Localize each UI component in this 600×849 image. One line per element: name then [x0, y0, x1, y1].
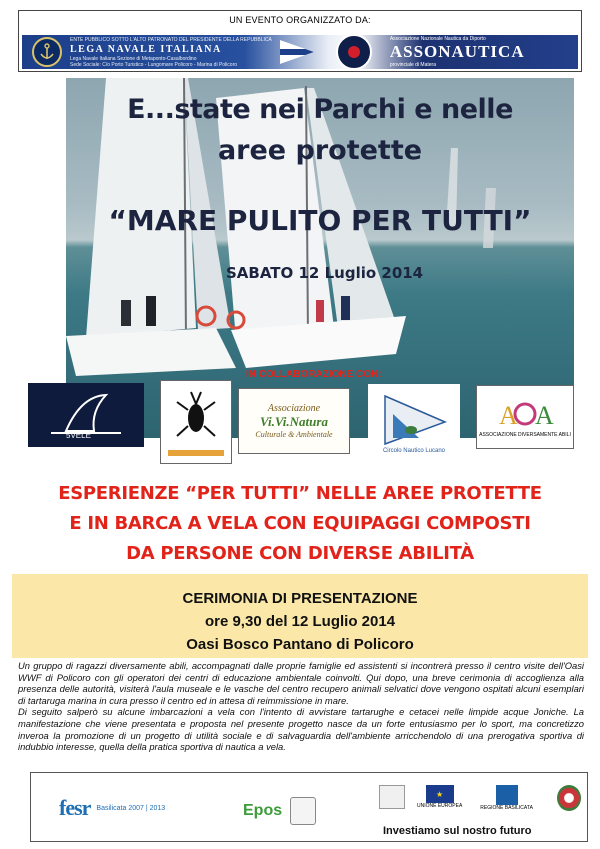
region-seal-icon — [290, 797, 316, 825]
assonautica-seal-icon — [336, 34, 372, 70]
lega-navale-patronage: ENTE PUBBLICO SOTTO L'ALTO PATRONATO DEL PRESIDENTE DELLA REPUBBLICA — [70, 36, 272, 43]
eu-flag-icon: ★ — [426, 785, 454, 803]
ada-logo — [476, 385, 574, 449]
lega-navale-detail-1: Lega Navale Italiana Sezione di Metaponto-Casalbordino — [70, 55, 197, 62]
vivinatura-line-3: Culturale & Ambientale — [255, 430, 333, 439]
ceremony-title: CERIMONIA DI PRESENTAZIONE — [182, 590, 418, 607]
headline-line-2: E IN BARCA A VELA CON EQUIPAGGI COMPOSTI — [69, 513, 531, 534]
five-vele-sail-icon — [36, 391, 136, 439]
svg-text:A: A — [535, 401, 554, 430]
pennant-flag-icon — [280, 40, 314, 64]
headline-line-3: DA PERSONE CON DIVERSE ABILITÀ — [126, 543, 474, 564]
svg-text:5VELE: 5VELE — [66, 431, 91, 439]
five-vele-logo — [28, 383, 144, 447]
ceremony-time: ore 9,30 del 12 Luglio 2014 — [204, 613, 396, 630]
ceremony-place: Oasi Bosco Pantano di Policoro — [186, 636, 414, 653]
ada-letters-icon — [495, 396, 555, 432]
circolo-nautico-logo — [368, 384, 460, 462]
wwf-policoro-logo — [160, 380, 232, 464]
organizers-box — [18, 10, 582, 72]
epos-wordmark: Epos — [243, 802, 283, 819]
description-paragraph-1: Un gruppo di ragazzi diversamente abili, accompagnati dalle proprie famiglie ed assistenti si incontrerà presso il centro visite dell'Oasi WWF di Policoro con gli operatori dei centri di educazione ambientale coinvolti. Qui dopo, una breve cerimonia di accoglienza alla presenza delle autorità, visiterà l'aula museale e le vasche del centro recupero animali selvatici dove vengono ospitati alcuni esemplari di tartaruga marina in cura presso il centro ed in attesa di reimmissione in mare. — [18, 660, 584, 706]
funding-footer — [30, 772, 588, 842]
hero-slogan: “MARE PULITO PER TUTTI” — [108, 204, 532, 237]
vivinatura-line-2: Vi.Vi.Natura — [260, 414, 328, 429]
region-emblem-icon — [496, 785, 518, 805]
region-label: REGIONE BASILICATA — [480, 805, 533, 811]
region-logo — [462, 785, 533, 811]
ada-label: ASSOCIAZIONE DIVERSAMENTE ABILI — [479, 432, 571, 438]
lega-navale-detail-2: Sede Sociale: C/o Porto Turistico - Lungomare Policoro - Marina di Policoro — [70, 61, 238, 68]
headline-line-1: ESPERIENZE “PER TUTTI” NELLE AREE PROTETTE — [58, 483, 542, 504]
event-date: SABATO 12 Luglio 2014 — [226, 264, 424, 282]
eu-logo — [405, 785, 462, 809]
assonautica-name: ASSONAUTICA — [389, 42, 525, 61]
assonautica-tagline: Associazione Nazionale Nautica da Diporto — [389, 36, 486, 42]
fesr-logo — [59, 795, 165, 821]
institutional-logos — [379, 785, 581, 811]
wwf-ribbon — [168, 450, 224, 456]
svg-text:A: A — [499, 401, 518, 430]
eu-label: UNIONE EUROPEA — [417, 803, 463, 809]
fesr-wordmark: fesr — [59, 795, 91, 820]
description-paragraph-2: Di seguito salperò su alcune imbarcazioni a vela con l'intento di avvistare tartarughe e cetacei nelle limpide acque Joniche. La manifestazione che viene presentata e proposta nel presente progetto nasce da un forte entusiasmo per lo sport, ma concretizzo inveroa la promozione di un progetto di utilità sociale e di salvaguardia dell'ambiente arricchendolo di una prerogativa sportiva di indubbio interesse, quella della pratica sportiva di nautica a vela. — [18, 706, 584, 753]
event-description — [18, 660, 584, 753]
lega-navale-anchor-icon — [32, 37, 62, 67]
footer-slogan: Investiamo sul nostro futuro — [383, 825, 532, 837]
collaboration-label: IN COLLABORAZIONE CON: — [246, 369, 382, 380]
circolo-label: Circolo Nautico Lucano — [382, 448, 446, 454]
fund-logo-icon — [379, 785, 405, 809]
vivinatura-line-1: Associazione — [267, 403, 321, 414]
circolo-sail-icon — [379, 392, 449, 448]
organizers-banner — [22, 35, 578, 69]
italian-republic-emblem-icon — [557, 785, 581, 811]
fesr-subtitle: Basilicata 2007 | 2013 — [96, 804, 166, 812]
lega-navale-name: LEGA NAVALE ITALIANA — [70, 43, 222, 55]
organized-by-label: UN EVENTO ORGANIZZATO DA: — [229, 15, 371, 25]
beetle-icon — [171, 388, 221, 448]
epos-logo — [243, 797, 316, 825]
ceremony-box — [12, 574, 588, 658]
assonautica-sub: provinciale di Matera — [389, 62, 436, 68]
vivinatura-logo — [238, 388, 350, 454]
hero-title-line-2: aree protette — [217, 135, 423, 166]
hero-title-line-1: E...state nei Parchi e nelle — [127, 94, 513, 125]
